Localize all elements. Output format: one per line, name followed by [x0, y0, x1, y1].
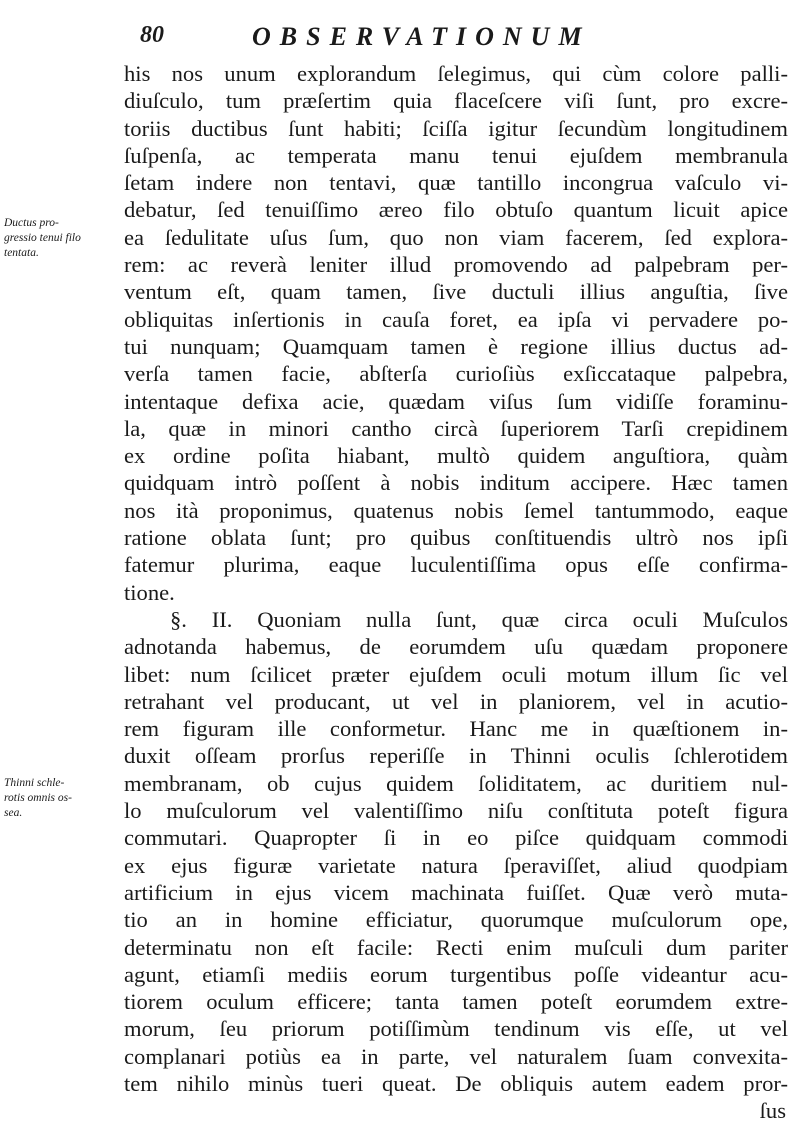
text-line: toriis ductibus ſunt habiti; ſciſſa igitur ſecundùm longitudinem: [124, 115, 788, 141]
text-line: adnotanda habemus, de eorumdem uſu quædam proponere: [124, 634, 788, 660]
text-line: ſuſpenſa, ac temperata manu tenui ejuſdem membranula: [124, 142, 788, 168]
text-line: ea ſedulitate uſus ſum, quo non viam facerem, ſed explora-: [124, 224, 788, 250]
page-header: [140, 18, 780, 58]
text-line: ex ejus figuræ varietate natura ſperaviſſet, aliud quodpiam: [124, 852, 788, 878]
text-line: agunt, etiamſi mediis eorum turgentibus poſſe videantur acu-: [124, 961, 788, 987]
margin-note-ductus: [4, 216, 122, 261]
margin-note-line: tentata.: [4, 247, 39, 259]
margin-note-line: Ductus pro-: [4, 217, 59, 229]
text-line: libet: num ſcilicet præter ejuſdem oculi motum illum ſic vel: [124, 661, 788, 687]
text-line: quidquam intrò poſſent à nobis inditum accipere. Hæc tamen: [124, 470, 788, 496]
text-line: artificium in ejus vicem machinata fuiſſet. Quæ verò muta-: [124, 879, 788, 905]
text-line: rem: ac reverà leniter illud promovendo ad palpebram per-: [124, 252, 788, 278]
text-line: tiorem oculum efficere; tanta tamen poteſt eorumdem extre-: [124, 989, 788, 1015]
margin-note-line: rotis omnis os-: [4, 792, 72, 804]
text-line: complanari potiùs ea in parte, vel naturalem ſuam convexita-: [124, 1043, 788, 1069]
text-line: tio an in homine efficiatur, quorumque muſculorum ope,: [124, 907, 788, 933]
running-title: OBSERVATIONUM: [252, 22, 591, 51]
margin-note-line: gressio tenui filo: [4, 232, 81, 244]
text-line: tui nunquam; Quamquam tamen è regione illius ductus ad-: [124, 333, 788, 359]
text-line: fatemur plurima, eaque luculentiſſima opus eſſe confirma-: [124, 552, 788, 578]
text-line: duxit oſſeam prorſus reperiſſe in Thinni oculis ſchlerotidem: [124, 743, 788, 769]
text-line: rem figuram ille conformetur. Hanc me in quæſtionem in-: [124, 716, 788, 742]
text-line: commutari. Quapropter ſi in eo piſce quidquam commodi: [124, 825, 788, 851]
catchword: ſus: [759, 1098, 786, 1124]
text-line: debatur, ſed tenuiſſimo æreo filo obtuſo quantum licuit apice: [124, 197, 788, 223]
text-line: his nos unum explorandum ſelegimus, qui cùm colore palli-: [124, 61, 788, 86]
text-line: tem nihilo minùs tueri queat. De obliquis autem eadem pror-: [124, 1070, 788, 1096]
text-line: morum, ſeu priorum potiſſimùm tendinum vis eſſe, ut vel: [124, 1016, 788, 1042]
text-line: verſa tamen facie, abſterſa curioſiùs exſiccataque palpebra,: [124, 361, 788, 387]
text-line: lo muſculorum vel valentiſſimo niſu conſtituta poteſt figura: [124, 798, 788, 824]
margin-note-line: Thinni schle-: [4, 777, 65, 789]
text-line: tione.: [124, 579, 175, 605]
section-heading-line: §. II. Quoniam nulla ſunt, quæ circa oculi Muſculos: [170, 606, 788, 632]
text-line: ventum eſt, quam tamen, ſive ductuli illius anguſtia, ſive: [124, 279, 788, 305]
text-line: ſetam indere non tentavi, quæ tantillo incongrua vaſculo vi-: [124, 170, 788, 196]
body-text: [124, 60, 788, 1125]
text-line: diuſculo, tum præſertim quia flaceſcere viſi ſunt, pro excre-: [124, 88, 788, 114]
text-line: retrahant vel producant, ut vel in planiorem, vel in acutio-: [124, 688, 788, 714]
text-line: la, quæ in minori cantho circà ſuperiorem Tarſi crepidinem: [124, 415, 788, 441]
text-line: nos ità proponimus, quatenus nobis ſemel tantummodo, eaque: [124, 497, 788, 523]
margin-note-thinni: [4, 776, 122, 821]
text-line: ratione oblata ſunt; pro quibus conſtituendis ultrò nos ipſi: [124, 525, 788, 551]
text-line: obliquitas inſertionis in cauſa foret, ea ipſa vi pervadere po-: [124, 306, 788, 332]
margin-note-line: sea.: [4, 807, 23, 819]
text-line: intentaque defixa acie, quædam viſus ſum vidiſſe foraminu-: [124, 388, 788, 414]
text-line: membranam, ob cujus quidem ſoliditatem, ac duritiem nul-: [124, 770, 788, 796]
page-number: 80: [140, 22, 164, 48]
text-line: ex ordine poſita hiabant, multò quidem anguſtiora, quàm: [124, 443, 788, 469]
text-line: determinatu non eſt facile: Recti enim muſculi dum pariter: [124, 934, 788, 960]
